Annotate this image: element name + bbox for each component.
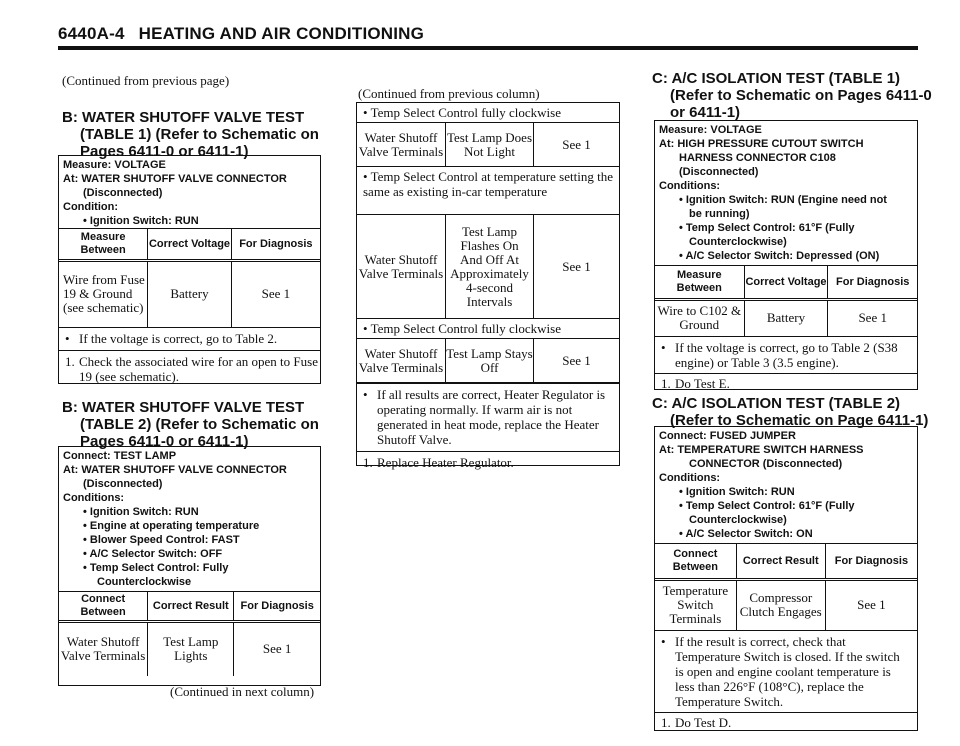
table-cell: Battery [148, 261, 232, 327]
test-box-b2-continued: • Temp Select Control fully clockwise Water Shutoff Valve Terminals Test Lamp Does Not Light See 1 • Temp Select Control at temperature setting the same as existing in-car temperature Water Shutoff Valve Terminals Test Lamp Flashes On And Off At Approximately 4-second Intervals See 1 • Temp Select Control fully clockwise Water Shutoff Valve Terminals Test Lamp Stays Off See 1 • If all results are correct, Heater Regulator is operating normally. If warm air is not generated in heat mode, replace the Heater Shutoff Valve. 1. Replace Heater Regulator. [356, 102, 620, 466]
table-cell: See 1 [533, 339, 619, 382]
table-b2: Connect Between Correct Result For Diagnosis Water Shutoff Valve Terminals Test Lamp Lights See 1 [59, 591, 320, 676]
table-cell: Wire to C102 & Ground [655, 300, 744, 336]
table-cell: Battery [744, 300, 828, 336]
table-cell: See 1 [825, 580, 917, 630]
header-rule [58, 46, 918, 50]
continued-next: (Continued in next column) [170, 684, 315, 699]
test-box-c2: Connect: FUSED JUMPER At: TEMPERATURE SWITCH HARNESS CONNECTOR (Disconnected) Conditions: • Ignition Switch: RUN • Temp Select Control: 61°F (Fully Counterclockwise) • A/C Selector Switch: ON Connect Between Correct Result For Diagnosis Temperature Switch Terminals Compressor Clutch Engages See 1 • If the result is correct, check that Temperature Switch is closed. If the switch is open and engine coolant temperature is less than 226°F (108°C), replace the Temperature Switch. 1. Do Test D. [654, 426, 918, 731]
step-condition: • Temp Select Control fully clockwise [363, 105, 562, 120]
table-cell: See 1 [234, 622, 320, 676]
continued-from-column: (Continued from previous column) [358, 86, 540, 101]
table-cell: Test Lamp Flashes On And Off At Approximately 4-second Intervals [445, 215, 533, 318]
table-cell: See 1 [828, 300, 917, 336]
table-c2: Connect Between Correct Result For Diagnosis Temperature Switch Terminals Compressor Clutch Engages See 1 [655, 543, 917, 630]
table-c1: Measure Between Correct Voltage For Diagnosis Wire to C102 & Ground Battery See 1 [655, 265, 917, 336]
step-condition: • Temp Select Control at temperature setting the same as existing in-car temperature [357, 166, 619, 214]
step-condition: • Temp Select Control fully clockwise [357, 318, 619, 338]
table-cell: Test Lamp Stays Off [445, 339, 533, 382]
table-b1: Measure Between Correct Voltage For Diagnosis Wire from Fuse 19 & Ground (see schematic) Battery See 1 [59, 228, 320, 327]
section-title-b1: B: WATER SHUTOFF VALVE TEST (TABLE 1) (Refer to Schematic on Pages 6411-0 or 6411-1) [62, 109, 319, 160]
table-cell: See 1 [533, 123, 619, 166]
table-cell: See 1 [533, 215, 619, 318]
page-code: 6440A-4 [58, 24, 125, 43]
table-cell: Water Shutoff Valve Terminals [59, 622, 148, 676]
section-title-c1: C: A/C ISOLATION TEST (TABLE 1) (Refer to Schematic on Pages 6411-0 or 6411-1) [652, 70, 932, 121]
test-box-b1: Measure: VOLTAGE At: WATER SHUTOFF VALVE CONNECTOR (Disconnected) Condition: • Ignition Switch: RUN Measure Between Correct Voltage For Diagnosis Wire from Fuse 19 & Ground (see schematic) Battery See 1 • If the voltage is correct, go to Table 2. 1. Check the associated wire for an open to Fuse 19 (see schematic). [58, 155, 321, 384]
page-title: HEATING AND AIR CONDITIONING [138, 24, 425, 43]
test-box-c1: Measure: VOLTAGE At: HIGH PRESSURE CUTOUT SWITCH HARNESS CONNECTOR C108 (Disconnected) Conditions: • Ignition Switch: RUN (Engine need not be running) • Temp Select Control: 61°F (Fully Counterclockwise) • A/C Selector Switch: Depressed (ON) Measure Between Correct Voltage For Diagnosis Wire to C102 & Ground Battery See 1 • If the voltage is correct, go to Table 2 (S38 engine) or Table 3 (3.5 engine). 1. Do Test E. [654, 120, 918, 390]
table-cell: Test Lamp Lights [148, 622, 234, 676]
table-cell: Water Shutoff Valve Terminals [358, 129, 444, 159]
table-cell: Water Shutoff Valve Terminals [358, 251, 444, 281]
table-cell: Wire from Fuse 19 & Ground (see schematic) [59, 261, 148, 327]
test-box-b2: Connect: TEST LAMP At: WATER SHUTOFF VALVE CONNECTOR (Disconnected) Conditions: • Ignition Switch: RUN • Engine at operating temperature • Blower Speed Control: FAST • A/C Selector Switch: OFF • Temp Select Control: Fully Counterclockwise Connect Between Correct Result For Diagnosis Water Shutoff Valve Terminals Test Lamp Lights See 1 [58, 446, 321, 686]
section-title-c2: C: A/C ISOLATION TEST (TABLE 2) (Refer to Schematic on Page 6411-1) [652, 395, 929, 429]
section-title-b2: B: WATER SHUTOFF VALVE TEST (TABLE 2) (Refer to Schematic on Pages 6411-0 or 6411-1) [62, 399, 319, 450]
table-cell: See 1 [231, 261, 320, 327]
table-cell: Water Shutoff Valve Terminals [358, 345, 444, 375]
table-cell: Test Lamp Does Not Light [445, 123, 533, 166]
table-cell: Compressor Clutch Engages [736, 580, 825, 630]
table-cell: Temperature Switch Terminals [655, 580, 736, 630]
continued-from-page: (Continued from previous page) [62, 73, 230, 88]
page-header [58, 24, 424, 44]
